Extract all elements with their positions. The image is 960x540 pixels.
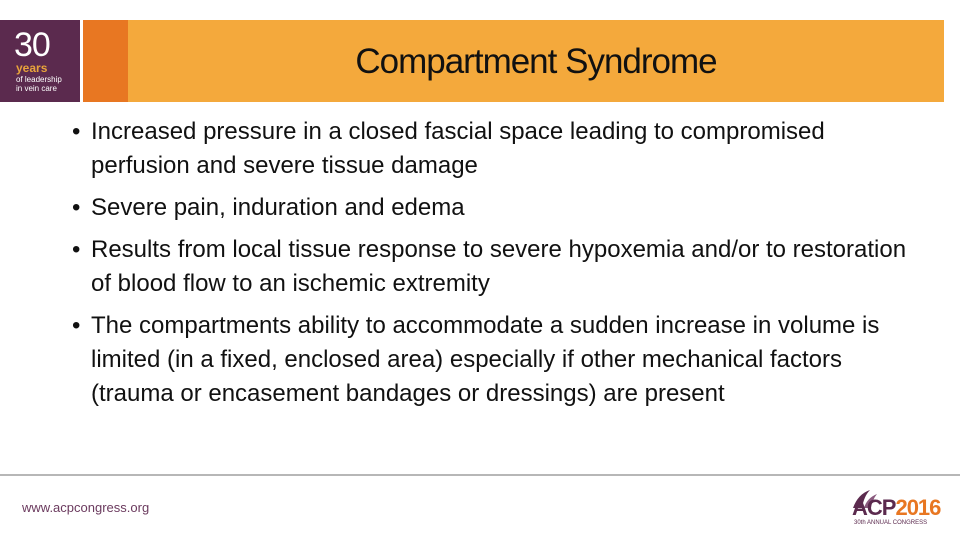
bullet-text: Results from local tissue response to severe hypoxemia and/or to restoration of blood flow to an ischemic extremity xyxy=(91,236,907,297)
orange-accent-stripe xyxy=(83,20,128,102)
acp-letters: ACP xyxy=(852,495,896,520)
anniversary-years: years xyxy=(16,61,48,75)
anniversary-number: 30 xyxy=(14,26,50,64)
title-bar xyxy=(128,20,944,102)
anniversary-logo xyxy=(0,20,80,102)
acp-congress-logo xyxy=(848,488,941,530)
bullet-item xyxy=(72,115,912,183)
bullet-item xyxy=(72,191,912,225)
bullet-icon: • xyxy=(72,194,81,221)
bullet-item xyxy=(72,233,912,301)
acp-year: 2016 xyxy=(895,495,941,520)
bullet-item xyxy=(72,309,912,411)
bullet-text: Severe pain, induration and edema xyxy=(91,194,465,221)
acp-subtitle: 30th ANNUAL CONGRESS xyxy=(854,520,928,526)
slide-title: Compartment Syndrome xyxy=(355,42,717,81)
footer-url: www.acpcongress.org xyxy=(22,500,150,515)
bullet-text: Increased pressure in a closed fascial space leading to compromised perfusion and severe tissue damage xyxy=(91,118,825,179)
bullet-text: The compartments ability to accommodate a sudden increase in volume is limited (in a fixed, enclosed area) especially if other mechanical factors (trauma or encasement bandages or dressings) are present xyxy=(91,312,880,407)
acp-wordmark xyxy=(852,496,940,520)
bullet-icon: • xyxy=(72,236,81,263)
anniversary-tagline-1: of leadership xyxy=(16,75,62,84)
bullet-icon: • xyxy=(72,118,81,145)
bullet-icon: • xyxy=(72,312,81,339)
anniversary-tagline-2: in vein care xyxy=(16,84,57,93)
footer-divider xyxy=(0,474,960,476)
bullet-list xyxy=(72,115,912,419)
